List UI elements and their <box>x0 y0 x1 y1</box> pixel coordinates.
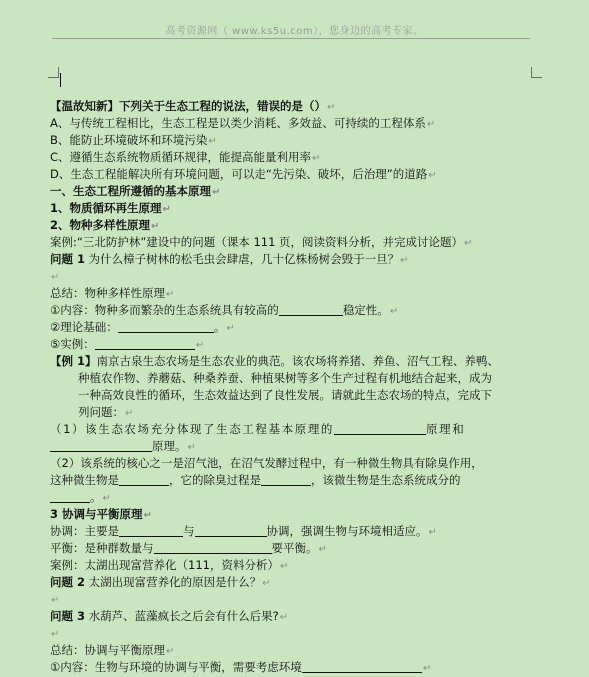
coordination-line: 协调：主要是 与 协调，强调生物与环境相适应。↵ <box>50 524 437 538</box>
example-1-line-4: 列问题：↵ <box>78 405 134 419</box>
sub-question-1-cont: 原理。↵ <box>50 438 538 455</box>
question-stem: 【温故知新】下列关于生态工程的说法，错误的是（）↵ <box>50 99 336 113</box>
question-tag: 【温故知新】 <box>50 99 119 113</box>
example-1-line-2: 种植农作物、养蘑菇、种桑养蚕、种植果树等多个生产过程有机地结合起来，成为 <box>78 371 492 385</box>
balance-line: 平衡：是种群数量与 要平衡。↵ <box>50 541 327 555</box>
option-b: B、能防止环境破坏和环境污染↵ <box>50 133 217 147</box>
question-2: 问题 2 太湖出现富营养化的原因是什么？↵ <box>50 575 271 589</box>
content-3: ①内容：生物与环境的协调与平衡，需要考虑环境 ↵ <box>50 660 432 674</box>
answer-blank[interactable] <box>119 473 169 486</box>
answer-blank[interactable] <box>261 473 311 486</box>
principle-1: 1、物质循环再生原理↵ <box>50 201 171 215</box>
answer-blank[interactable] <box>279 303 343 316</box>
option-a: A、与传统工程相比，生态工程是以类少消耗、多效益、可持续的工程体系↵ <box>50 116 436 130</box>
sub-question-2-end: 。↵ <box>50 489 538 506</box>
principle-3: 3 协调与平衡原理↵ <box>50 507 152 521</box>
option-d: D、生态工程能解决所有环境问题，可以走“先污染、破坏，后治理”的道路↵ <box>50 167 437 181</box>
answer-blank[interactable] <box>302 660 422 673</box>
answer-blank[interactable] <box>50 439 152 452</box>
section-1-title: 一、生态工程所遵循的基本原理↵ <box>50 184 221 198</box>
margin-corner-left <box>48 67 59 78</box>
case-1: 案例:“三北防护林”建设中的问题（课本 111 页，阅读资料分析，并完成讨论题）↵ <box>50 235 473 249</box>
question-1: 问题 1 为什么樟子树林的松毛虫会肆虐，几十亿株杨树会毁于一旦？↵ <box>50 252 409 266</box>
theory-basis: ②理论基础： 。↵ <box>50 320 235 334</box>
empty-line: ↵ <box>51 629 60 640</box>
answer-blank[interactable] <box>119 524 183 537</box>
option-c: C、遵循生态系统物质循环规律，能提高能量利用率↵ <box>50 150 321 164</box>
answer-blank[interactable] <box>95 337 195 350</box>
example-line: ⑤实例： ↵ <box>50 337 205 351</box>
case-3: 案例：太湖出现富营养化（111，资料分析）↵ <box>50 558 289 572</box>
sub-question-2: （2）该系统的核心之一是沼气池，在沼气发酵过程中，有一种微生物具有除臭作用， <box>50 456 483 470</box>
question-text: 下列关于生态工程的说法，错误的是（） <box>119 99 326 113</box>
header-rule <box>52 38 530 39</box>
sub-question-2-cont: 这种微生物是 ，它的除臭过程是 ，该微生物是生态系统成分的 <box>50 473 461 487</box>
text-cursor <box>60 73 61 87</box>
page-header: 高考资源网（ www.ks5u.com），您身边的高考专家。 <box>165 26 424 37</box>
margin-corner-right <box>531 67 542 78</box>
summary-3: 总结：协调与平衡原理↵ <box>50 643 175 657</box>
example-1-line-1: 【例 1】南京古泉生态农场是生态农业的典范。该农场将养猪、养鱼、沼气工程、养鸭、 <box>50 354 500 368</box>
answer-blank[interactable] <box>50 490 90 503</box>
answer-blank[interactable] <box>154 541 272 554</box>
answer-blank[interactable] <box>118 320 214 333</box>
empty-line: ↵ <box>51 595 60 606</box>
sub-question-1: （1）该生态农场充分体现了生态工程基本原理的 原理和 <box>50 422 466 436</box>
empty-line: ↵ <box>51 272 60 283</box>
principle-2: 2、物种多样性原理↵ <box>50 218 160 232</box>
content-1: ①内容：物种多而繁杂的生态系统具有较高的 稳定性。↵ <box>50 303 399 317</box>
question-3: 问题 3 水葫芦、蓝藻疯长之后会有什么后果?↵ <box>50 609 289 623</box>
document-body[interactable] <box>50 98 538 676</box>
answer-blank[interactable] <box>195 524 267 537</box>
answer-blank[interactable] <box>334 422 426 435</box>
summary-1: 总结：物种多样性原理↵ <box>50 286 175 300</box>
example-1-line-3: 一种高效良性的循环，生态效益达到了良性发展。请就此生态农场的特点，完成下 <box>78 388 492 402</box>
